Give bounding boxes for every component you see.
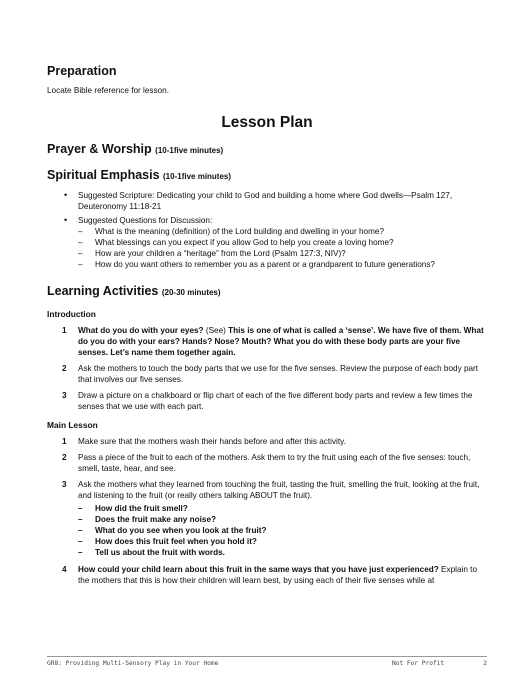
prayer-heading (47, 142, 487, 156)
preparation-heading: Preparation (47, 64, 117, 78)
prayer-duration: (10-1five minutes) (155, 146, 224, 155)
intro-item-3: 3 Draw a picture on a chalkboard or flip chart of each of the five different body parts and review a few times the senses that we use with each part. (62, 391, 473, 411)
prayer-heading-text: Prayer & Worship (47, 142, 152, 156)
questions-bullet: • Suggested Questions for Discussion: (47, 215, 487, 226)
main-lesson-heading: Main Lesson (47, 420, 98, 430)
main-item-2: 2 Pass a piece of the fruit to each of the mothers. Ask them to try the fruit using each of the five senses: touch, smell, taste, hear, and see. (62, 453, 471, 473)
question-item: – What blessings can you expect if you allow God to help you create a loving home? (47, 237, 487, 248)
item-number: 3 (62, 480, 67, 489)
question-item: – How are your children a “heritage” from the Lord (Psalm 127:3, NIV)? (47, 248, 487, 259)
intro-item-2: 2 Ask the mothers to touch the body parts that we use for the five senses. Review the purpose of each body part that involves our five senses. (62, 364, 479, 384)
discussion-questions (47, 226, 487, 270)
scripture-bullet: • Suggested Scripture: Dedicating your child to God and building a home where God dwells—Psalm 127, Deuteronomy 11:18-21 (47, 190, 487, 212)
footer-note: Not For Profit (392, 660, 445, 667)
spiritual-bullets (47, 190, 487, 226)
item-number: 2 (62, 364, 67, 373)
spiritual-heading-text: Spiritual Emphasis (47, 168, 160, 182)
introduction-heading: Introduction (47, 309, 96, 319)
main-item-3: 3 Ask the mothers what they learned from touching the fruit, tasting the fruit, smelling the fruit, looking at the fruit, and listening to the fruit (or really others talking ABOUT the fruit). (62, 480, 480, 500)
fruit-question: – What do you see when you look at the fruit? (47, 525, 487, 536)
intro-item-1: 1 What do you do with your eyes? (See) This is one of what is called a ‘sense’. We have five of them. What do you do with your ears? Hands? Nose? Mouth? What you do with these body parts are your five senses. Let’s name them together again. (62, 326, 484, 357)
introduction-list (47, 325, 487, 412)
fruit-question: – Does the fruit make any noise? (47, 514, 487, 525)
fruit-question: – How did the fruit smell? (47, 503, 487, 514)
lesson-plan-title: Lesson Plan (221, 114, 313, 131)
main-lesson-list-continued (47, 564, 487, 586)
learning-duration: (20-30 minutes) (161, 288, 221, 297)
learning-heading (47, 284, 487, 298)
main-item-4: 4 How could your child learn about this fruit in the same ways that you have just experienced? Explain to the mothers that this is how their children will learn best, by using each of their five senses while at (62, 565, 478, 585)
page-number: 2 (483, 660, 487, 667)
item-number: 3 (62, 391, 67, 400)
preparation-text: Locate Bible reference for lesson. (47, 86, 169, 95)
main-item-1: 1 Make sure that the mothers wash their hands before and after this activity. (62, 437, 346, 446)
footer-title: GR8: Providing Multi-Sensory Play in Your Home (47, 660, 219, 667)
question-item: – How do you want others to remember you as a parent or a grandparent to future generations? (47, 259, 487, 270)
spiritual-duration: (10-1five minutes) (163, 172, 232, 181)
learning-heading-text: Learning Activities (47, 284, 159, 298)
item-number: 1 (62, 326, 67, 335)
item-number: 2 (62, 453, 67, 462)
document-page (47, 62, 487, 591)
fruit-question: – Tell us about the fruit with words. (47, 547, 487, 558)
spiritual-heading (47, 168, 487, 182)
question-item: – What is the meaning (definition) of the Lord building and dwelling in your home? (47, 226, 487, 237)
fruit-question: – How does this fruit feel when you hold it? (47, 536, 487, 547)
fruit-questions (47, 503, 487, 558)
page-footer (47, 656, 487, 667)
main-lesson-list (47, 436, 487, 501)
item-number: 4 (62, 565, 67, 574)
item-number: 1 (62, 437, 67, 446)
